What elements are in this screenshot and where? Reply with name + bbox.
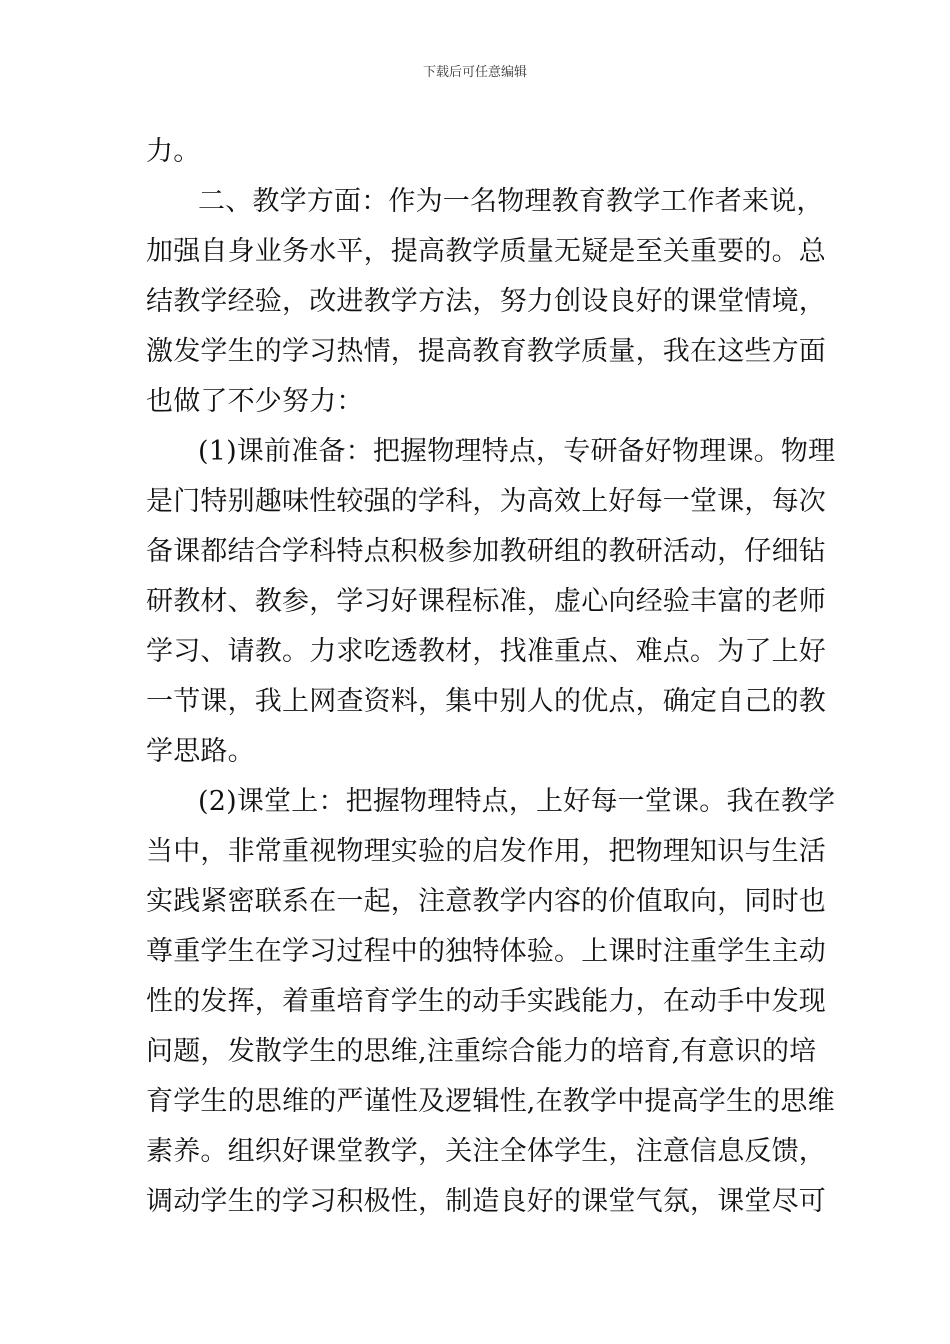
text-line: 力。	[146, 136, 201, 167]
text-line: 实践紧密联系在一起，注意教学内容的价值取向，同时也	[146, 886, 826, 917]
text-line: 加强自身业务水平，提高教学质量无疑是至关重要的。总	[146, 236, 826, 267]
text-line: 问题，发散学生的思维,注重综合能力的培育,有意识的培	[146, 1036, 817, 1067]
text-line: 也做了不少努力：	[146, 386, 364, 417]
text-line: 学习、请教。力求吃透教材，找准重点、难点。为了上好	[146, 636, 826, 667]
text-line: 是门特别趣味性较强的学科，为高效上好每一堂课，每次	[146, 486, 826, 517]
text-line: 激发学生的学习热情，提高教育教学质量，我在这些方面	[146, 336, 826, 367]
text-line: 性的发挥，着重培育学生的动手实践能力，在动手中发现	[146, 986, 826, 1017]
text-line: 结教学经验，改进教学方法，努力创设良好的课堂情境，	[146, 286, 826, 317]
text-line: 素养。组织好课堂教学，关注全体学生，注意信息反馈，	[146, 1136, 826, 1167]
text-line: 一节课，我上网查资料，集中别人的优点，确定自己的教	[146, 686, 826, 717]
text-line: 调动学生的学习积极性，制造良好的课堂气氛，课堂尽可	[146, 1186, 826, 1217]
text-line: (2)课堂上：把握物理特点，上好每一堂课。我在教学	[198, 786, 836, 817]
page-header: 下载后可任意编辑	[422, 65, 527, 80]
text-line: 学思路。	[146, 736, 255, 767]
text-line: 尊重学生在学习过程中的独特体验。上课时注重学生主动	[146, 936, 826, 967]
text-line: 研教材、教参，学习好课程标准，虚心向经验丰富的老师	[146, 586, 826, 617]
text-line: 育学生的思维的严谨性及逻辑性,在教学中提高学生的思维	[146, 1086, 835, 1117]
text-line: 二、教学方面：作为一名物理教育教学工作者来说，	[198, 186, 824, 217]
text-line: 当中，非常重视物理实验的启发作用，把物理知识与生活	[146, 836, 826, 867]
text-line: (1)课前准备：把握物理特点，专研备好物理课。物理	[198, 436, 836, 467]
text-line: 备课都结合学科特点积极参加教研组的教研活动，仔细钻	[146, 536, 826, 567]
